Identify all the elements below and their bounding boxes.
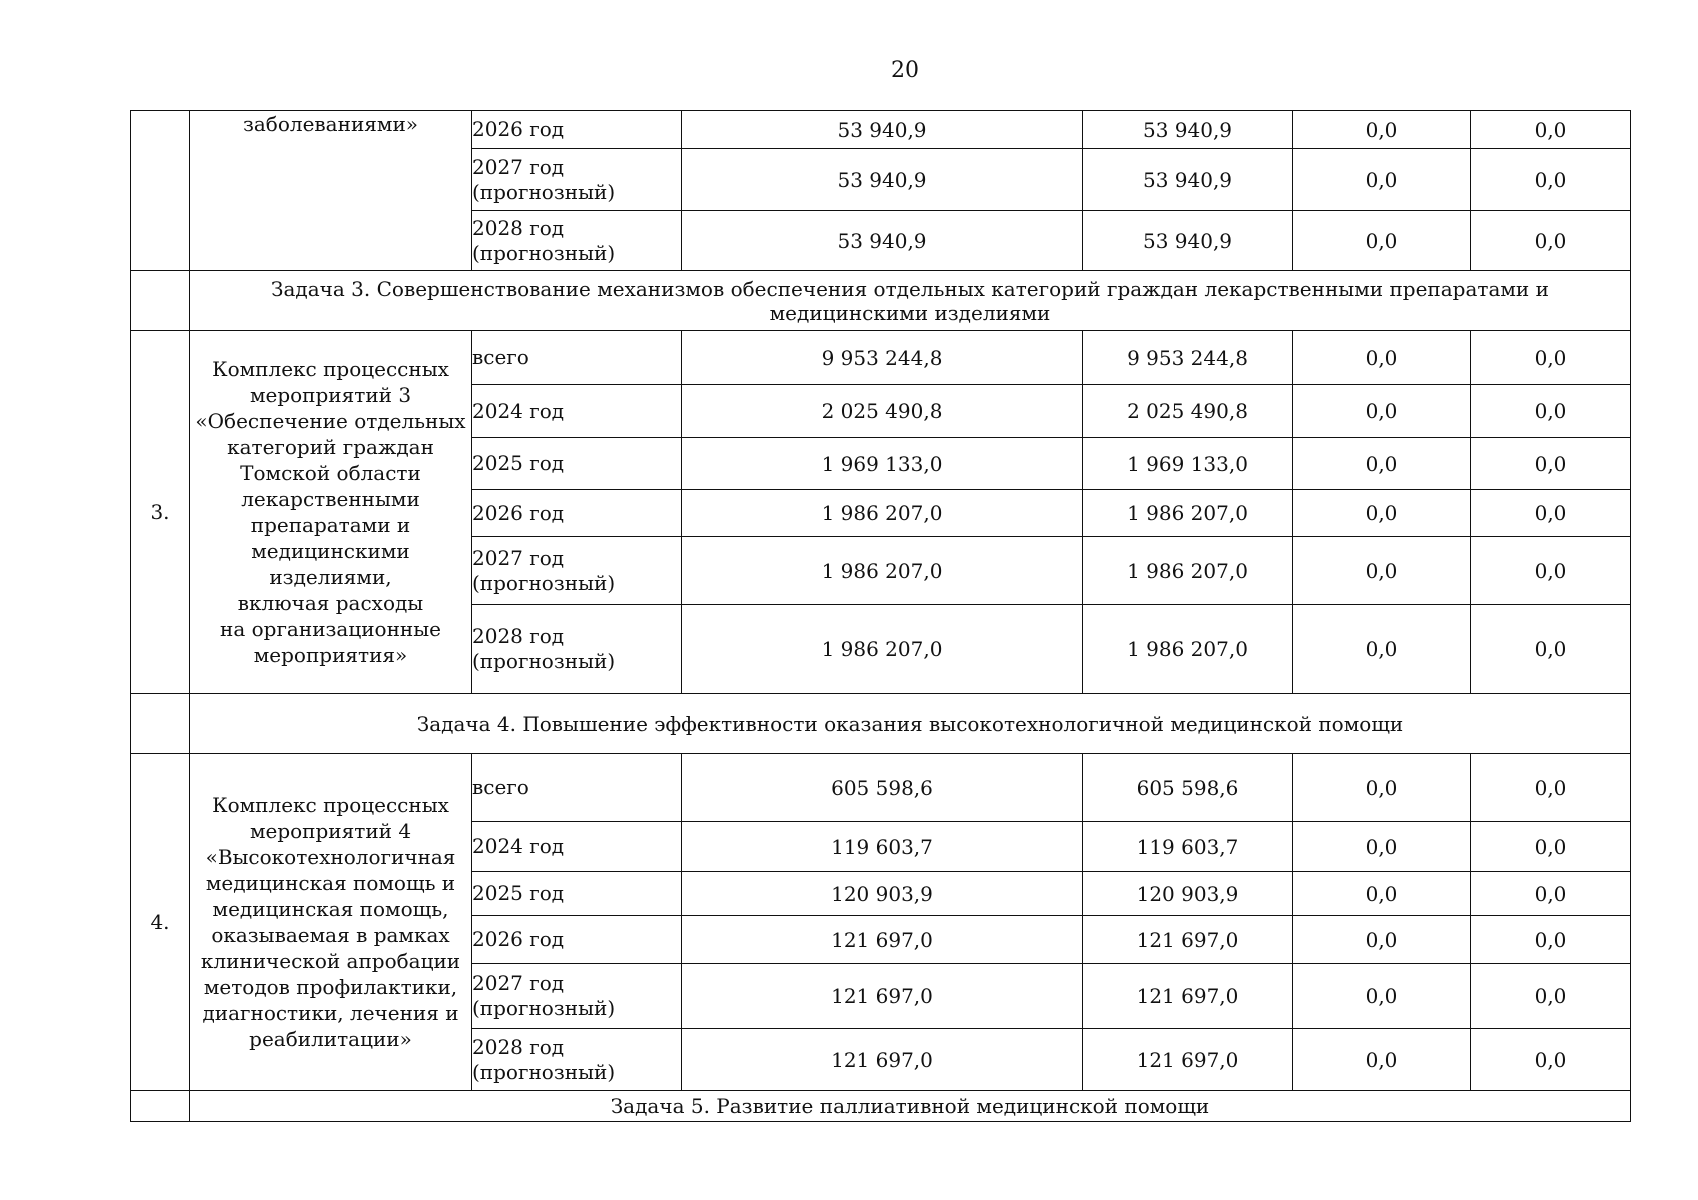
value-cell: 605 598,6 xyxy=(682,754,1083,822)
activity-name-cell: Комплекс процессных мероприятий 4 «Высокотехнологичная медицинская помощь и медицинская помощь, оказываемая в рамках клинической апробации методов профилактики, диагностики, лечения и реабилитации» xyxy=(190,754,472,1091)
value-cell: 1 986 207,0 xyxy=(1083,490,1293,537)
value-cell: 0,0 xyxy=(1471,1029,1631,1091)
value-cell: 0,0 xyxy=(1471,605,1631,694)
task-5-title: Задача 5. Развитие паллиативной медицинской помощи xyxy=(190,1091,1631,1122)
value-cell: 0,0 xyxy=(1293,605,1471,694)
year-cell: 2024 год xyxy=(472,822,682,872)
value-cell: 2 025 490,8 xyxy=(682,385,1083,438)
table-row xyxy=(131,331,1631,385)
value-cell: 0,0 xyxy=(1293,916,1471,964)
year-cell: 2027 год (прогнозный) xyxy=(472,537,682,605)
year-cell: 2025 год xyxy=(472,438,682,490)
value-cell: 1 986 207,0 xyxy=(1083,537,1293,605)
year-cell: 2024 год xyxy=(472,385,682,438)
value-cell: 119 603,7 xyxy=(682,822,1083,872)
value-cell: 53 940,9 xyxy=(682,211,1083,271)
value-cell: 0,0 xyxy=(1471,438,1631,490)
activity-name-cell: заболеваниями» xyxy=(190,111,472,271)
value-cell: 0,0 xyxy=(1293,438,1471,490)
value-cell: 0,0 xyxy=(1471,537,1631,605)
year-cell: 2027 год (прогнозный) xyxy=(472,149,682,211)
value-cell: 0,0 xyxy=(1293,490,1471,537)
value-cell: 121 697,0 xyxy=(682,916,1083,964)
value-cell: 121 697,0 xyxy=(682,964,1083,1029)
table-row xyxy=(131,754,1631,822)
value-cell: 0,0 xyxy=(1471,490,1631,537)
year-cell: 2026 год xyxy=(472,490,682,537)
value-cell: 1 986 207,0 xyxy=(682,537,1083,605)
value-cell: 9 953 244,8 xyxy=(682,331,1083,385)
year-cell: 2026 год xyxy=(472,916,682,964)
value-cell: 120 903,9 xyxy=(1083,872,1293,916)
value-cell: 0,0 xyxy=(1293,1029,1471,1091)
year-cell: всего xyxy=(472,331,682,385)
task-3-title: Задача 3. Совершенствование механизмов обеспечения отдельных категорий граждан лекарственными препаратами и медицинскими изделиями xyxy=(190,271,1631,331)
value-cell: 0,0 xyxy=(1293,822,1471,872)
task-4-title: Задача 4. Повышение эффективности оказания высокотехнологичной медицинской помощи xyxy=(190,694,1631,754)
value-cell: 1 986 207,0 xyxy=(1083,605,1293,694)
value-cell: 119 603,7 xyxy=(1083,822,1293,872)
value-cell: 121 697,0 xyxy=(1083,916,1293,964)
value-cell: 0,0 xyxy=(1293,211,1471,271)
page-number: 20 xyxy=(891,58,919,83)
value-cell: 121 697,0 xyxy=(682,1029,1083,1091)
activity-name-cell: Комплекс процессных мероприятий 3 «Обеспечение отдельных категорий граждан Томской области лекарственными препаратами и медицинскими изделиями, включая расходы на организационные мероприятия» xyxy=(190,331,472,694)
year-cell: 2026 год xyxy=(472,111,682,149)
value-cell: 0,0 xyxy=(1471,385,1631,438)
value-cell: 53 940,9 xyxy=(682,111,1083,149)
value-cell: 1 969 133,0 xyxy=(1083,438,1293,490)
value-cell: 0,0 xyxy=(1471,872,1631,916)
value-cell: 2 025 490,8 xyxy=(1083,385,1293,438)
value-cell: 1 969 133,0 xyxy=(682,438,1083,490)
value-cell: 9 953 244,8 xyxy=(1083,331,1293,385)
value-cell: 0,0 xyxy=(1293,964,1471,1029)
task-row xyxy=(131,1091,1631,1122)
empty-cell xyxy=(131,1091,190,1122)
value-cell: 121 697,0 xyxy=(1083,964,1293,1029)
task-row xyxy=(131,271,1631,331)
task-row xyxy=(131,694,1631,754)
value-cell: 0,0 xyxy=(1471,916,1631,964)
value-cell: 53 940,9 xyxy=(682,149,1083,211)
table-row xyxy=(131,111,1631,149)
value-cell: 0,0 xyxy=(1293,149,1471,211)
value-cell: 0,0 xyxy=(1293,754,1471,822)
value-cell: 120 903,9 xyxy=(682,872,1083,916)
year-cell: 2028 год (прогнозный) xyxy=(472,211,682,271)
value-cell: 0,0 xyxy=(1293,111,1471,149)
row-number-cell: 4. xyxy=(131,754,190,1091)
row-number-cell xyxy=(131,111,190,271)
value-cell: 1 986 207,0 xyxy=(682,490,1083,537)
value-cell: 0,0 xyxy=(1471,331,1631,385)
budget-table xyxy=(130,110,1631,1122)
value-cell: 0,0 xyxy=(1293,537,1471,605)
value-cell: 0,0 xyxy=(1293,385,1471,438)
empty-cell xyxy=(131,271,190,331)
row-number-cell: 3. xyxy=(131,331,190,694)
value-cell: 0,0 xyxy=(1293,331,1471,385)
year-cell: 2027 год (прогнозный) xyxy=(472,964,682,1029)
value-cell: 1 986 207,0 xyxy=(682,605,1083,694)
empty-cell xyxy=(131,694,190,754)
value-cell: 0,0 xyxy=(1471,111,1631,149)
year-cell: 2025 год xyxy=(472,872,682,916)
value-cell: 0,0 xyxy=(1471,964,1631,1029)
value-cell: 0,0 xyxy=(1293,872,1471,916)
value-cell: 605 598,6 xyxy=(1083,754,1293,822)
value-cell: 0,0 xyxy=(1471,754,1631,822)
value-cell: 53 940,9 xyxy=(1083,149,1293,211)
value-cell: 0,0 xyxy=(1471,149,1631,211)
year-cell: 2028 год (прогнозный) xyxy=(472,1029,682,1091)
value-cell: 53 940,9 xyxy=(1083,211,1293,271)
value-cell: 53 940,9 xyxy=(1083,111,1293,149)
value-cell: 121 697,0 xyxy=(1083,1029,1293,1091)
value-cell: 0,0 xyxy=(1471,822,1631,872)
year-cell: 2028 год (прогнозный) xyxy=(472,605,682,694)
value-cell: 0,0 xyxy=(1471,211,1631,271)
year-cell: всего xyxy=(472,754,682,822)
